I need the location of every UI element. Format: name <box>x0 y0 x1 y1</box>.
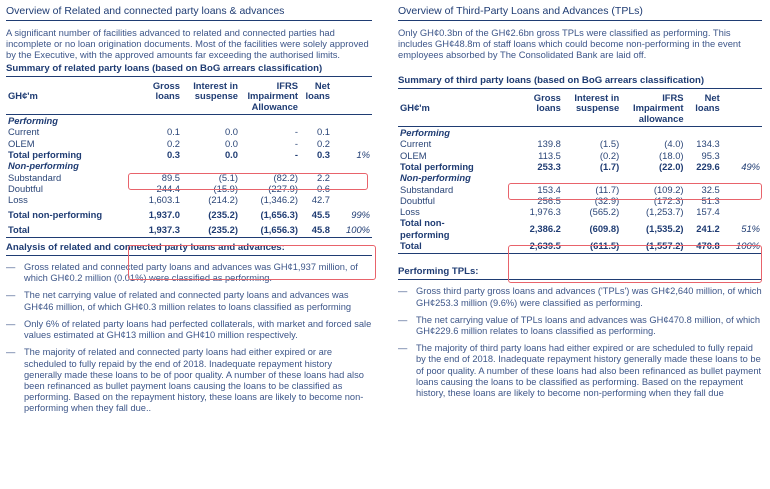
list-item: — The majority of third party loans had either expired or are scheduled to fully repaid by the end of 2018. Inadequate repayment history generally made these loans to be of poor quality. A number of these loans had also been refinanced as bullet payment loans causing the loans to be classified as performing. Based on the repayment history, these loans are likely to become non-performing when they fall due <box>398 343 762 398</box>
table-row: Current 139.8 (1.5) (4.0) 134.3 <box>400 138 720 150</box>
percentage: 100% <box>736 240 760 252</box>
list-item: — Gross related and connected party loans and advances was GH¢1,937 million, of which GH¢0.2 million (0.01%) were classified as performing. <box>6 262 358 284</box>
list-item: — Gross third party gross loans and advances ('TPLs') was GH¢2,640 million, of which GH¢253.3 million (9.6%) were classified as performing. <box>398 286 762 308</box>
group-label: Non-performing <box>8 160 79 172</box>
table-title: Summary of third party loans (based on BoG arrears classification) <box>398 75 762 89</box>
table-row: Loss 1,976.3 (565.2) (1,253.7) 157.4 <box>400 206 720 218</box>
header-impairment: IFRS Impairment allowance <box>633 91 684 124</box>
table-row: Substandard 89.5 (5.1) (82.2) 2.2 <box>8 171 330 183</box>
percentage: 51% <box>741 223 760 235</box>
table-row: Loss 1,603.1 (214.2) (1,346.2) 42.7 <box>8 194 330 206</box>
total-row: Total 1,937.3 (235.2) (1,656.3) 45.8 100% <box>8 223 370 235</box>
header-impairment: IFRS Impairment Allowance <box>247 79 298 112</box>
percentage: 100% <box>346 223 370 235</box>
group-label: Non-performing <box>400 172 471 184</box>
analysis-list <box>398 286 762 399</box>
header-interest: Interest in suspense <box>193 79 238 102</box>
analysis-title: Performing TPLs: <box>398 266 479 278</box>
total-performing-row: Total performing 0.3 0.0 - 0.3 1% <box>8 149 370 160</box>
related-party-section <box>6 0 372 415</box>
table-row: OLEM 0.2 0.0 - 0.2 <box>8 137 330 149</box>
intro-paragraph: Only GH¢0.3bn of the GH¢2.6bn gross TPLs were classified as performing. This includes GH¢48.8m of staff loans which could become non-performing in the event employees absorbed by The Consolidated Bank are laid off. <box>398 27 741 61</box>
highlight-totals <box>508 245 762 283</box>
percentage: 1% <box>356 149 370 160</box>
header-label: GH¢'m <box>8 90 38 102</box>
analysis-title: Analysis of related and connected party loans and advances: <box>6 242 285 254</box>
table-row: Substandard 153.4 (11.7) (109.2) 32.5 <box>400 183 720 195</box>
total-performing-row: Total performing 253.3 (1.7) (22.0) 229.6 49% <box>400 161 760 172</box>
header-gross: Gross loans <box>152 79 180 102</box>
table-row: Doubtful 244.4 (15.9) (227.9) 0.6 <box>8 182 330 194</box>
list-item: — The net carrying value of TPLs loans and advances was GH¢470.8 million, of which GH¢229.6 million relates to loans classified as performing. <box>398 314 760 336</box>
list-item: — The net carrying value of related and connected party loans and advances was GH¢46 million, of which GH¢0.3 million relates to loans classified as performing <box>6 290 352 312</box>
section-title: Overview of Third-Party Loans and Advances (TPLs) <box>398 5 643 17</box>
group-label: Performing <box>400 127 451 139</box>
analysis-list <box>6 262 372 414</box>
list-item: — The majority of related and connected party loans had either expired or are scheduled to fully repaid by the end of 2018. Inadequate repayment history generally made these loans to be of poor quality. A number of these loans had also been refinanced as bullet payment loans causing the loans to be classified as performing. Based on the repayment history, these loans are likely to become non-performing when they fall due.. <box>6 347 364 414</box>
highlight-totals <box>128 245 376 280</box>
section-title: Overview of Related and connected party loans & advances <box>6 5 285 17</box>
table-header <box>398 93 762 125</box>
title-rule <box>398 20 762 21</box>
table-header <box>6 81 372 113</box>
list-item: — Only 6% of related party loans had perfected collaterals, with market and forced sale values estimated at GH¢13 million and GH¢10 million respectively. <box>6 318 372 341</box>
header-gross: Gross loans <box>533 91 561 114</box>
highlight-total-performing <box>508 183 762 200</box>
header-interest: Interest in suspense <box>574 91 620 114</box>
total-non-performing-row: Total non-performing 1,937.0 (235.2) (1,656.3) 45.5 99% <box>8 209 370 221</box>
table-title: Summary of related party loans (based on BoG arrears classification) <box>6 63 372 77</box>
table-row: Current 0.1 0.0 - 0.1 <box>8 126 330 138</box>
percentage: 49% <box>741 161 760 172</box>
title-rule <box>6 20 372 21</box>
third-party-section <box>398 0 762 399</box>
percentage: 99% <box>351 209 370 221</box>
header-net: Net loans <box>305 79 330 102</box>
group-label: Performing <box>8 115 59 127</box>
header-net: Net loans <box>695 91 720 114</box>
related-party-table <box>6 81 372 235</box>
table-row: OLEM 113.5 (0.2) (18.0) 95.3 <box>400 149 720 161</box>
header-label: GH¢'m <box>400 102 430 114</box>
total-row: Total 2,639.5 (611.5) (1,557.2) 470.8 100% <box>400 240 760 252</box>
intro-paragraph: A significant number of facilities advanced to related and connected parties had incomplete or no loan origination documents. Most of the facilities were solely approved by the Executive, with the approved amounts far exceeding the authorised limits. <box>6 27 369 61</box>
highlight-total-performing <box>128 173 368 190</box>
table-row: Doubtful 256.5 (32.9) (172.3) 51.3 <box>400 194 720 206</box>
total-non-performing-row: Total non- performing 2,386.2 (609.8) (1,535.2) 241.2 51% <box>400 217 760 240</box>
third-party-table <box>398 93 762 252</box>
